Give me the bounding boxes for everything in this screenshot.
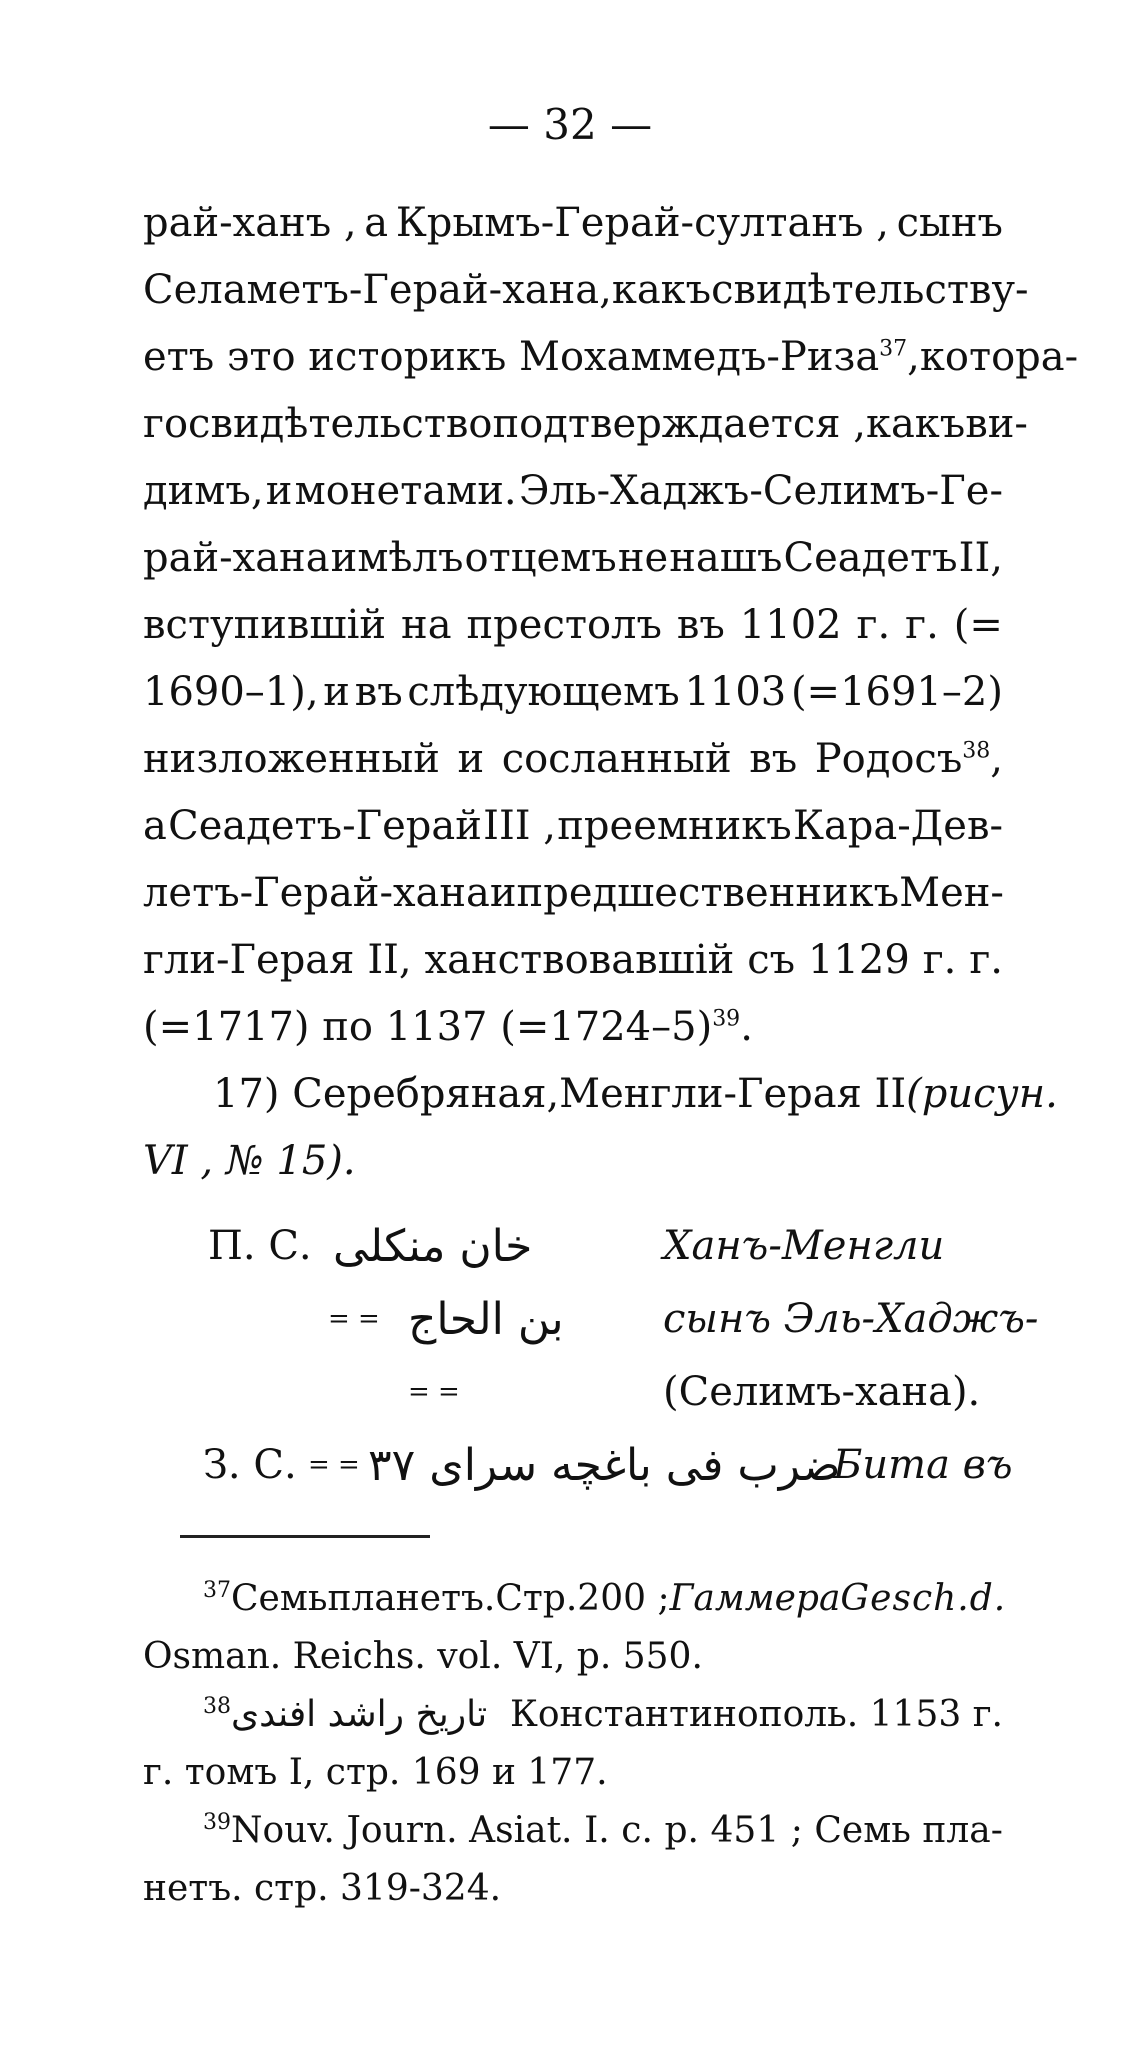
word: имѣлъ — [330, 535, 464, 581]
word: какъ — [611, 267, 712, 313]
footnote-number: 39 — [203, 1810, 231, 1835]
footnote-39 — [143, 1802, 1003, 1860]
coin-heading-cont — [143, 1128, 1003, 1195]
legend-row-2 — [143, 1283, 1039, 1356]
word: какъ — [865, 401, 966, 447]
word: ви- — [965, 401, 1028, 447]
footnote-38-cont — [143, 1744, 1003, 1802]
word: котора- — [919, 334, 1079, 380]
word: отцемъ — [464, 535, 617, 581]
word: свидѣтельство — [188, 401, 493, 447]
word: 200 ; — [577, 1578, 670, 1619]
word: $^{37}$Семь — [203, 1578, 328, 1619]
text-line-2 — [143, 257, 1029, 324]
page-number: — 32 — — [487, 100, 653, 149]
word: сынъ — [896, 200, 1003, 246]
text-line-1 — [143, 190, 1003, 257]
word: Эль-Хаджъ-Селимъ-Ге- — [518, 468, 1003, 514]
text-line-12 — [143, 927, 1003, 994]
word: свидѣтельству- — [711, 267, 1029, 313]
dots-mark: = = — [308, 1450, 360, 1480]
word: II, — [958, 535, 1003, 581]
text-line-8 — [143, 659, 1003, 726]
word: Крымъ-Герай-султанъ , — [395, 200, 889, 246]
footnote-37-cont — [143, 1628, 1003, 1686]
dots-mark: = = — [328, 1304, 380, 1334]
obverse-label: П. С. — [208, 1223, 312, 1269]
word: въ — [676, 602, 725, 648]
note-text: Osman. Reichs. vol. VI, p. 550. — [143, 1636, 703, 1677]
coin-heading — [143, 1061, 1058, 1128]
word: ханствовавшій — [424, 937, 735, 983]
word: (=1717) по 1137 (=1724–5)$^{39}$. — [143, 1004, 753, 1050]
text-line-5 — [143, 458, 1003, 525]
word: и — [323, 669, 350, 715]
word: Семь — [814, 1810, 911, 1851]
legend-row-1 — [143, 1210, 1003, 1283]
reverse-translation: Бита въ — [833, 1442, 1013, 1488]
word: не — [617, 535, 669, 581]
word: рай-хана — [143, 535, 330, 581]
word: г. — [905, 602, 939, 648]
obverse-translation-1: Ханъ-Менгли — [663, 1223, 945, 1269]
word: Journ. — [346, 1810, 458, 1851]
reverse-arabic: ضرب فى باغچه سراى ٣٧ — [368, 1440, 841, 1491]
word: Селаметъ-Герай-хана, — [143, 267, 612, 313]
note-text: нетъ. стр. 319-324. — [143, 1868, 502, 1909]
footnote-ref-38: 38 — [962, 738, 991, 764]
word: $^{39}$Nouv. — [203, 1810, 335, 1851]
text-line-11 — [143, 860, 1003, 927]
word: Менгли-Герая II — [559, 1071, 907, 1117]
word: VI , № 15). — [143, 1138, 356, 1184]
obverse-arabic-2: بن الحاج — [408, 1294, 564, 1345]
reverse-label: З. С. — [203, 1442, 297, 1488]
word: нашъ — [669, 535, 783, 581]
word: въ — [354, 669, 403, 715]
word: (=1691–2) — [790, 669, 1003, 715]
coin-legend — [143, 1210, 1039, 1502]
legend-row-3 — [143, 1356, 1003, 1429]
word: II, — [367, 937, 412, 983]
word: етъ это историкъ Мохаммедъ-Риза$^{37}$, — [143, 334, 920, 380]
word: Сеадетъ-Герай — [168, 803, 482, 849]
text-line-10 — [143, 793, 1003, 860]
word: 451 ; — [710, 1810, 803, 1851]
text-line-13 — [143, 994, 1003, 1061]
note-text: г. томъ I, стр. 169 и 177. — [143, 1752, 608, 1793]
footnotes — [143, 1570, 1007, 1918]
word: 1102 — [739, 602, 842, 648]
word: d. — [969, 1578, 1007, 1619]
word — [203, 1686, 487, 1744]
word: рай-ханъ , — [143, 200, 357, 246]
word: предшественникъ — [516, 870, 900, 916]
word: престолъ — [466, 602, 662, 648]
word: пла- — [922, 1810, 1003, 1851]
word: Родосъ$^{38}$, — [814, 736, 1003, 782]
word: подтверждается , — [492, 401, 866, 447]
legend-row-4 — [143, 1429, 1013, 1502]
word: 1690–1), — [143, 669, 319, 715]
obverse-translation-3: (Селимъ-хана). — [663, 1369, 981, 1415]
word: 1103 — [684, 669, 787, 715]
word: на — [401, 602, 452, 648]
text-line-7 — [143, 592, 1003, 659]
word: вступившій — [143, 602, 387, 648]
word: Asiat. — [469, 1810, 573, 1851]
word: и — [265, 468, 293, 514]
note-text: Константинополь. 1153 г. — [509, 1694, 1003, 1735]
word: димъ, — [143, 468, 264, 514]
word: (= — [953, 602, 1003, 648]
word: p. — [664, 1810, 699, 1851]
word: сосланный — [501, 736, 732, 782]
word: III , — [483, 803, 556, 849]
text-line-9 — [143, 726, 1003, 793]
footnote-ref-37: 37 — [879, 336, 908, 362]
word: гли-Герая — [143, 937, 355, 983]
word: г. — [856, 602, 891, 648]
word: Гаммера — [669, 1578, 841, 1619]
text-line-4 — [143, 391, 1028, 458]
word: Мен- — [899, 870, 1004, 916]
footnote-number: 38 — [203, 1694, 231, 1719]
text-line-3 — [143, 324, 1079, 391]
word: а — [143, 803, 167, 849]
obverse-translation-2: сынъ Эль-Хаджъ- — [663, 1296, 1039, 1342]
word: г. — [922, 937, 957, 983]
word: и — [457, 736, 485, 782]
word: съ — [747, 937, 796, 983]
word: 1129 — [808, 937, 910, 983]
word: Сеадетъ — [783, 535, 958, 581]
word: 17) Серебряная, — [213, 1071, 560, 1117]
footnote-38 — [143, 1686, 1003, 1744]
word: слѣдующемъ — [407, 669, 680, 715]
footnote-ref-39: 39 — [712, 1006, 741, 1032]
footnote-37 — [143, 1570, 1007, 1628]
word: преемникъ — [557, 803, 792, 849]
word: Стр. — [495, 1578, 578, 1619]
word: г. — [969, 937, 1003, 983]
word: монетами. — [294, 468, 517, 514]
word: го — [143, 401, 189, 447]
word: c. — [621, 1810, 653, 1851]
word: низложенный — [143, 736, 440, 782]
footnote-39-cont — [143, 1860, 1003, 1918]
text-line-6 — [143, 525, 1003, 592]
word: летъ-Герай-хана — [143, 870, 490, 916]
footnote-divider — [180, 1535, 430, 1538]
word: въ — [749, 736, 798, 782]
obverse-arabic-1: خان منكلى — [333, 1221, 533, 1272]
word: планетъ. — [327, 1578, 496, 1619]
word: I. — [584, 1810, 610, 1851]
arabic-title: تاريخ راشد افندى — [231, 1694, 488, 1735]
dots-mark: = = — [408, 1377, 460, 1407]
word: и — [489, 870, 517, 916]
word: (рисун. — [906, 1071, 1058, 1117]
main-text — [143, 190, 1079, 1195]
word: а — [364, 200, 389, 246]
word: Gesch. — [840, 1578, 970, 1619]
footnote-number: 37 — [203, 1578, 231, 1603]
word: Кара-Дев- — [793, 803, 1003, 849]
